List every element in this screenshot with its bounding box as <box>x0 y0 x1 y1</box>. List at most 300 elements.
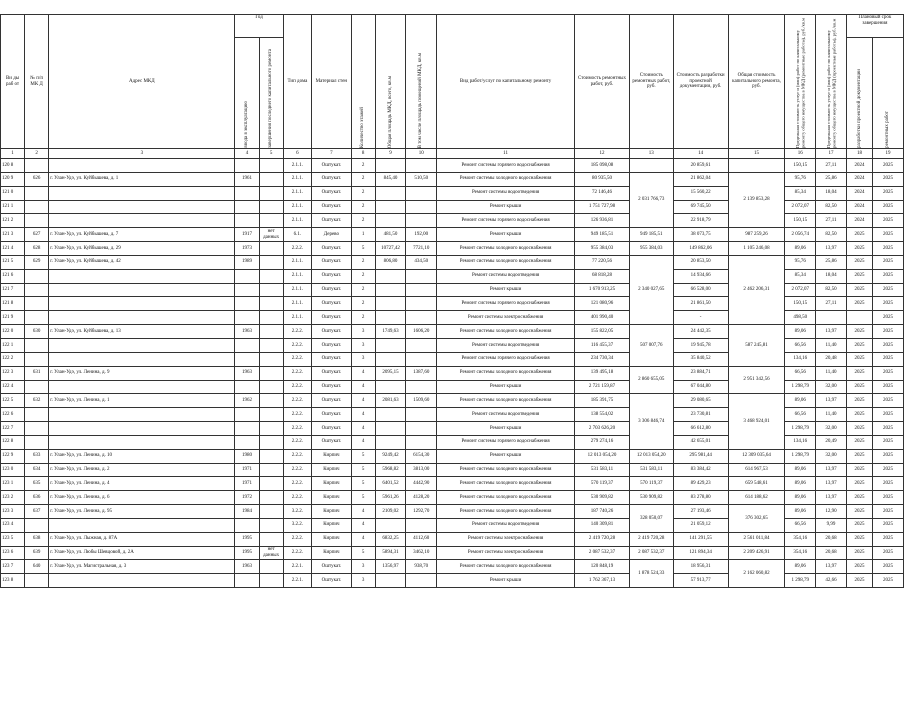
cell-d <box>235 338 259 352</box>
cell-c: г. Улан-Удэ, ул. Ленина, д. 95 <box>49 505 235 519</box>
cell-m: 2 419 720,28 <box>629 532 673 546</box>
cell-q: 32,00 <box>816 422 847 436</box>
cell-d: 1984 <box>235 505 259 519</box>
cell-n: 66 612,80 <box>673 422 728 436</box>
cell-n: 21 861,50 <box>673 297 728 311</box>
cell-h: 2 <box>351 200 375 214</box>
cell-i <box>375 422 406 436</box>
cell-f: 2.2.2. <box>283 242 311 256</box>
cell-r: 2024 <box>846 200 872 214</box>
cell-s: 2025 <box>873 546 904 560</box>
cell-s: 2025 <box>873 394 904 408</box>
cell-d: 1973 <box>235 242 259 256</box>
cell-d: 1995 <box>235 546 259 560</box>
cell-c: г. Улан-Удэ, ул. Ленина, д. 9 <box>49 366 235 380</box>
cell-f: 2.2.2. <box>283 491 311 505</box>
cell-c <box>49 518 235 532</box>
cell-c <box>49 435 235 449</box>
cell-f: 3.2.2. <box>283 518 311 532</box>
column-number: 18 <box>846 149 872 159</box>
cell-c: г. Улан-Удэ, ул. Ленина, д. 2 <box>49 463 235 477</box>
cell-r: 2025 <box>846 518 872 532</box>
cell-o: 614 188,62 <box>728 491 785 505</box>
cell-h: 5 <box>351 546 375 560</box>
cell-b <box>25 338 49 352</box>
cell-k: Ремонт системы холодного водоснабжения <box>437 255 575 269</box>
cell-c <box>49 352 235 366</box>
cell-p: 89,06 <box>785 325 816 339</box>
cell-l: 955 384,03 <box>575 242 630 256</box>
cell-f: 2.2.2. <box>283 325 311 339</box>
cell-h: 5 <box>351 491 375 505</box>
cell-h: 5 <box>351 477 375 491</box>
cell-q: 32,00 <box>816 449 847 463</box>
cell-e <box>259 269 283 283</box>
cell-l: 120 848,19 <box>575 560 630 574</box>
cell-s: 2025 <box>873 380 904 394</box>
cell-c: г. Улан-Удэ, ул. Ленина, д. 1 <box>49 394 235 408</box>
cell-a: 121 5 <box>1 255 25 269</box>
table-row <box>1 477 904 491</box>
cell-r: 2025 <box>846 532 872 546</box>
cell-c <box>49 422 235 436</box>
cell-b: 630 <box>25 325 49 339</box>
header-god-vvoda: ввода в эксплуатацию <box>235 38 259 149</box>
cell-k: Ремонт крыши <box>437 283 575 297</box>
cell-r: 2025 <box>846 255 872 269</box>
cell-m: 531 583,11 <box>629 463 673 477</box>
cell-d: 1963 <box>235 560 259 574</box>
cell-k: Ремонт системы электроснабжения <box>437 532 575 546</box>
cell-b: 638 <box>25 532 49 546</box>
cell-c: г. Улан-Удэ, ул. Ленина, д. 10 <box>49 449 235 463</box>
cell-q: 12,90 <box>816 505 847 519</box>
column-number: 2 <box>25 149 49 159</box>
cell-r: 2024 <box>846 186 872 200</box>
cell-a: 121 0 <box>1 186 25 200</box>
cell-h: 3 <box>351 560 375 574</box>
cell-c: г. Улан-Удэ, ул. Куйбышева, д. 42 <box>49 255 235 269</box>
cell-o: 2 462 206,31 <box>728 255 785 324</box>
cell-j: 1292,70 <box>406 505 437 519</box>
cell-e <box>259 532 283 546</box>
cell-d <box>235 200 259 214</box>
cell-n: 27 193,46 <box>673 505 728 519</box>
cell-s: 2025 <box>873 352 904 366</box>
cell-c: г. Улан-Удэ, ул. Куйбышева, д. 13 <box>49 325 235 339</box>
cell-m: 530 909,82 <box>629 491 673 505</box>
cell-d: 1963 <box>235 325 259 339</box>
cell-g: Оштукат. <box>312 366 351 380</box>
cell-p: 66,56 <box>785 338 816 352</box>
cell-g: Оштукат. <box>312 352 351 366</box>
cell-e <box>259 255 283 269</box>
cell-d: 1963 <box>235 366 259 380</box>
cell-p: 66,56 <box>785 518 816 532</box>
cell-p: 85,34 <box>785 269 816 283</box>
cell-c <box>49 159 235 173</box>
cell-s: 2025 <box>873 477 904 491</box>
column-number: 15 <box>728 149 785 159</box>
cell-a: 121 9 <box>1 311 25 325</box>
cell-e <box>259 574 283 588</box>
cell-h: 2 <box>351 283 375 297</box>
table-row <box>1 532 904 546</box>
cell-a: 123 6 <box>1 546 25 560</box>
cell-h: 5 <box>351 449 375 463</box>
cell-f: 2.2.2. <box>283 366 311 380</box>
cell-i: 481,50 <box>375 228 406 242</box>
cell-q: 27,11 <box>816 159 847 173</box>
cell-b <box>25 269 49 283</box>
table-row <box>1 463 904 477</box>
cell-j: 938,70 <box>406 560 437 574</box>
cell-q: 13,97 <box>816 394 847 408</box>
cell-l: 139 495,18 <box>575 366 630 380</box>
cell-l: 138 554,02 <box>575 408 630 422</box>
cell-h: 4 <box>351 394 375 408</box>
cell-o: 2 162 060,82 <box>728 560 785 588</box>
cell-b <box>25 422 49 436</box>
cell-h: 4 <box>351 505 375 519</box>
cell-n: 21 059,12 <box>673 518 728 532</box>
cell-s: 2025 <box>873 255 904 269</box>
cell-l: 126 936,81 <box>575 214 630 228</box>
cell-s: 2025 <box>873 366 904 380</box>
cell-m: 507 007,76 <box>629 325 673 367</box>
cell-r: 2024 <box>846 159 872 173</box>
header-vid-rabot: Ви ды раб от <box>1 15 25 149</box>
cell-g: Оштукат. <box>312 325 351 339</box>
cell-a: 122 0 <box>1 325 25 339</box>
cell-b: 633 <box>25 449 49 463</box>
cell-d: 1971 <box>235 477 259 491</box>
cell-j <box>406 352 437 366</box>
cell-q: 13,97 <box>816 325 847 339</box>
cell-a: 123 7 <box>1 560 25 574</box>
cell-i <box>375 200 406 214</box>
cell-h: 4 <box>351 532 375 546</box>
cell-e <box>259 408 283 422</box>
cell-l: 121 080,96 <box>575 297 630 311</box>
cell-g: Оштукат. <box>312 269 351 283</box>
cell-j <box>406 338 437 352</box>
cell-c <box>49 269 235 283</box>
cell-d <box>235 380 259 394</box>
cell-i <box>375 574 406 588</box>
cell-g: Оштукат. <box>312 422 351 436</box>
cell-a: 122 1 <box>1 338 25 352</box>
cell-q: 11,40 <box>816 338 847 352</box>
cell-h: 3 <box>351 325 375 339</box>
cell-k: Ремонт системы водоотведения <box>437 269 575 283</box>
cell-k: Ремонт системы холодного водоснабжения <box>437 463 575 477</box>
cell-j <box>406 200 437 214</box>
cell-l: 185 391,75 <box>575 394 630 408</box>
cell-f: 3.2.2. <box>283 505 311 519</box>
header-ploshad: Общая площадь МКД, всего, кв.м <box>375 15 406 149</box>
cell-d <box>235 352 259 366</box>
cell-a: 123 1 <box>1 477 25 491</box>
cell-h: 2 <box>351 297 375 311</box>
cell-q: 13,97 <box>816 560 847 574</box>
cell-r: 2025 <box>846 228 872 242</box>
cell-l: 2 703 626,20 <box>575 422 630 436</box>
cell-b: 637 <box>25 505 49 519</box>
cell-n: 14 934,66 <box>673 269 728 283</box>
header-stoim-remont2: Стоимость ремонтных работ, руб. <box>629 15 673 149</box>
cell-h: 2 <box>351 159 375 173</box>
cell-p: 1 298,79 <box>785 422 816 436</box>
cell-p: 1 298,79 <box>785 449 816 463</box>
cell-f: 2.2.1. <box>283 560 311 574</box>
cell-o: 987 259,26 <box>728 228 785 242</box>
cell-r: 2025 <box>846 242 872 256</box>
cell-r: 2025 <box>846 477 872 491</box>
cell-k: Ремонт системы горячего водоснабжения <box>437 297 575 311</box>
cell-d <box>235 408 259 422</box>
cell-c: г. Улан-Удэ, ул. Ленина, д. 6 <box>49 491 235 505</box>
cell-s: 2025 <box>873 214 904 228</box>
cell-k: Ремонт крыши <box>437 574 575 588</box>
cell-n: 23 884,71 <box>673 366 728 380</box>
cell-p: 498,50 <box>785 311 816 325</box>
cell-i <box>375 214 406 228</box>
cell-r: 2025 <box>846 449 872 463</box>
cell-j: 1509,60 <box>406 394 437 408</box>
cell-p: 1 298,79 <box>785 380 816 394</box>
cell-i <box>375 186 406 200</box>
cell-q: 11,40 <box>816 408 847 422</box>
cell-p: 95,76 <box>785 172 816 186</box>
cell-k: Ремонт крыши <box>437 449 575 463</box>
cell-r: 2025 <box>846 366 872 380</box>
cell-j: 434,50 <box>406 255 437 269</box>
column-number: 6 <box>283 149 311 159</box>
cell-r: 2025 <box>846 574 872 588</box>
column-number: 12 <box>575 149 630 159</box>
cell-r: 2025 <box>846 269 872 283</box>
cell-q: 13,97 <box>816 463 847 477</box>
header-address: Адрес МКД <box>49 15 235 149</box>
cell-c: г. Улан-Удэ, ул. Куйбышева, д. 29 <box>49 242 235 256</box>
cell-p: 85,34 <box>785 186 816 200</box>
cell-g: Кирпич <box>312 491 351 505</box>
cell-q: 18,04 <box>816 186 847 200</box>
cell-d <box>235 283 259 297</box>
cell-g: Оштукат. <box>312 408 351 422</box>
cell-g: Кирпич <box>312 449 351 463</box>
cell-r: 2025 <box>846 394 872 408</box>
table-row <box>1 325 904 339</box>
cell-e <box>259 491 283 505</box>
cell-p: 354,16 <box>785 546 816 560</box>
cell-o: 2 139 853,28 <box>728 172 785 227</box>
cell-n: 66 528,00 <box>673 283 728 297</box>
cell-i: 845,40 <box>375 172 406 186</box>
cell-o <box>728 159 785 173</box>
cell-n: 19 945,78 <box>673 338 728 352</box>
cell-r: 2025 <box>846 560 872 574</box>
cell-p: 66,56 <box>785 366 816 380</box>
cell-c: г. Улан-Удэ, ул. Лыжная, д. 87А <box>49 532 235 546</box>
cell-q: 82,50 <box>816 228 847 242</box>
header-stoim-proekt: Стоимость разработки проектной документации, руб. <box>673 15 728 149</box>
cell-h: 4 <box>351 408 375 422</box>
cell-e: нет данных <box>259 546 283 560</box>
cell-p: 89,06 <box>785 242 816 256</box>
cell-g: Оштукат. <box>312 560 351 574</box>
cell-h: 2 <box>351 311 375 325</box>
cell-j <box>406 159 437 173</box>
cell-l: 530 909,82 <box>575 491 630 505</box>
cell-r: 2024 <box>846 214 872 228</box>
cell-k: Ремонт системы холодного водоснабжения <box>437 560 575 574</box>
cell-s: 2025 <box>873 242 904 256</box>
cell-j: 7721,10 <box>406 242 437 256</box>
cell-o: 614 967,53 <box>728 463 785 477</box>
cell-c: г. Улан-Удэ, ул. Магистральная, д. 3 <box>49 560 235 574</box>
cell-a: 121 1 <box>1 200 25 214</box>
cell-j <box>406 311 437 325</box>
cell-b <box>25 574 49 588</box>
cell-d <box>235 311 259 325</box>
cell-s: 2025 <box>873 325 904 339</box>
cell-r: 2025 <box>846 380 872 394</box>
cell-m: 949 185,51 <box>629 228 673 242</box>
cell-e <box>259 518 283 532</box>
cell-d: 1995 <box>235 532 259 546</box>
cell-i: 2095,15 <box>375 366 406 380</box>
cell-s: 2025 <box>873 159 904 173</box>
cell-g: Оштукат. <box>312 159 351 173</box>
cell-f: 2.2.2. <box>283 394 311 408</box>
cell-d <box>235 518 259 532</box>
cell-i: 806,80 <box>375 255 406 269</box>
header-no-mkd: № п/п МК Д <box>25 15 49 149</box>
cell-d: 1980 <box>235 449 259 463</box>
cell-k: Ремонт крыши <box>437 380 575 394</box>
cell-a: 122 5 <box>1 394 25 408</box>
column-number: 1 <box>1 149 25 159</box>
cell-i: 9249,42 <box>375 449 406 463</box>
cell-s: 2025 <box>873 518 904 532</box>
cell-o: 2 951 342,56 <box>728 366 785 394</box>
cell-a: 120 8 <box>1 159 25 173</box>
cell-l: 279 274,16 <box>575 435 630 449</box>
table-row <box>1 449 904 463</box>
cell-e <box>259 214 283 228</box>
column-number: 17 <box>816 149 847 159</box>
cell-d: 1962 <box>235 394 259 408</box>
cell-l: 140 309,81 <box>575 518 630 532</box>
cell-i: 6832,25 <box>375 532 406 546</box>
cell-l: 185 098,08 <box>575 159 630 173</box>
cell-f: 2.1.1. <box>283 283 311 297</box>
cell-n: 23 730,81 <box>673 408 728 422</box>
cell-j <box>406 380 437 394</box>
cell-n: 24 442,35 <box>673 325 728 339</box>
cell-o: 1 105 246,08 <box>728 242 785 256</box>
column-number: 8 <box>351 149 375 159</box>
cell-d <box>235 435 259 449</box>
cell-b <box>25 200 49 214</box>
cell-h: 4 <box>351 380 375 394</box>
cell-j: 1606,20 <box>406 325 437 339</box>
cell-q: 25,86 <box>816 255 847 269</box>
cell-g: Оштукат. <box>312 311 351 325</box>
cell-d: 1917 <box>235 228 259 242</box>
cell-e <box>259 449 283 463</box>
cell-q: 20,68 <box>816 532 847 546</box>
cell-k: Ремонт крыши <box>437 200 575 214</box>
header-tip-doma: Тип дома <box>283 15 311 149</box>
header-god-kap: завершения последнего капитального ремонта <box>259 38 283 149</box>
cell-e <box>259 338 283 352</box>
cell-p: 2 072,07 <box>785 283 816 297</box>
table-row <box>1 546 904 560</box>
cell-f: 2.1.1. <box>283 159 311 173</box>
cell-l: 116 455,37 <box>575 338 630 352</box>
column-number: 10 <box>406 149 437 159</box>
cell-m: 2 087 532,37 <box>629 546 673 560</box>
cell-k: Ремонт системы холодного водоснабжения <box>437 325 575 339</box>
cell-d <box>235 422 259 436</box>
cell-k: Ремонт системы холодного водоснабжения <box>437 172 575 186</box>
cell-k: Ремонт системы горячего водоснабжения <box>437 159 575 173</box>
cell-a: 122 2 <box>1 352 25 366</box>
cell-c <box>49 338 235 352</box>
cell-o: 2 209 426,91 <box>728 546 785 560</box>
cell-k: Ремонт крыши <box>437 228 575 242</box>
cell-s: 2025 <box>873 435 904 449</box>
cell-i <box>375 352 406 366</box>
cell-o: 3 468 924,01 <box>728 394 785 449</box>
cell-s: 2025 <box>873 338 904 352</box>
cell-n: 83 278,80 <box>673 491 728 505</box>
table-row <box>1 159 904 173</box>
cell-s: 2025 <box>873 269 904 283</box>
cell-l: 2 419 720,28 <box>575 532 630 546</box>
cell-g: Оштукат. <box>312 214 351 228</box>
cell-e <box>259 186 283 200</box>
cell-f: 2.2.2. <box>283 477 311 491</box>
cell-q: 9,99 <box>816 518 847 532</box>
cell-b <box>25 352 49 366</box>
cell-m: 955 384,03 <box>629 242 673 256</box>
cell-m: 2 340 027,65 <box>629 255 673 324</box>
cell-i: 2081,63 <box>375 394 406 408</box>
cell-d <box>235 186 259 200</box>
cell-f: 2.1.1. <box>283 186 311 200</box>
cell-m: 12 013 054,20 <box>629 449 673 463</box>
cell-g: Кирпич <box>312 518 351 532</box>
cell-l: 2 087 532,37 <box>575 546 630 560</box>
cell-b: 635 <box>25 477 49 491</box>
cell-j <box>406 297 437 311</box>
cell-b: 634 <box>25 463 49 477</box>
cell-l: 72 146,46 <box>575 186 630 200</box>
cell-s: 2025 <box>873 422 904 436</box>
cell-l: 80 935,50 <box>575 172 630 186</box>
header-stoim-remont: Стоимость ремонтных работ, руб. <box>575 15 630 149</box>
cell-c <box>49 186 235 200</box>
cell-k: Ремонт системы водоотведения <box>437 518 575 532</box>
cell-c <box>49 214 235 228</box>
cell-h: 4 <box>351 366 375 380</box>
cell-r: 2025 <box>846 297 872 311</box>
cell-d <box>235 574 259 588</box>
